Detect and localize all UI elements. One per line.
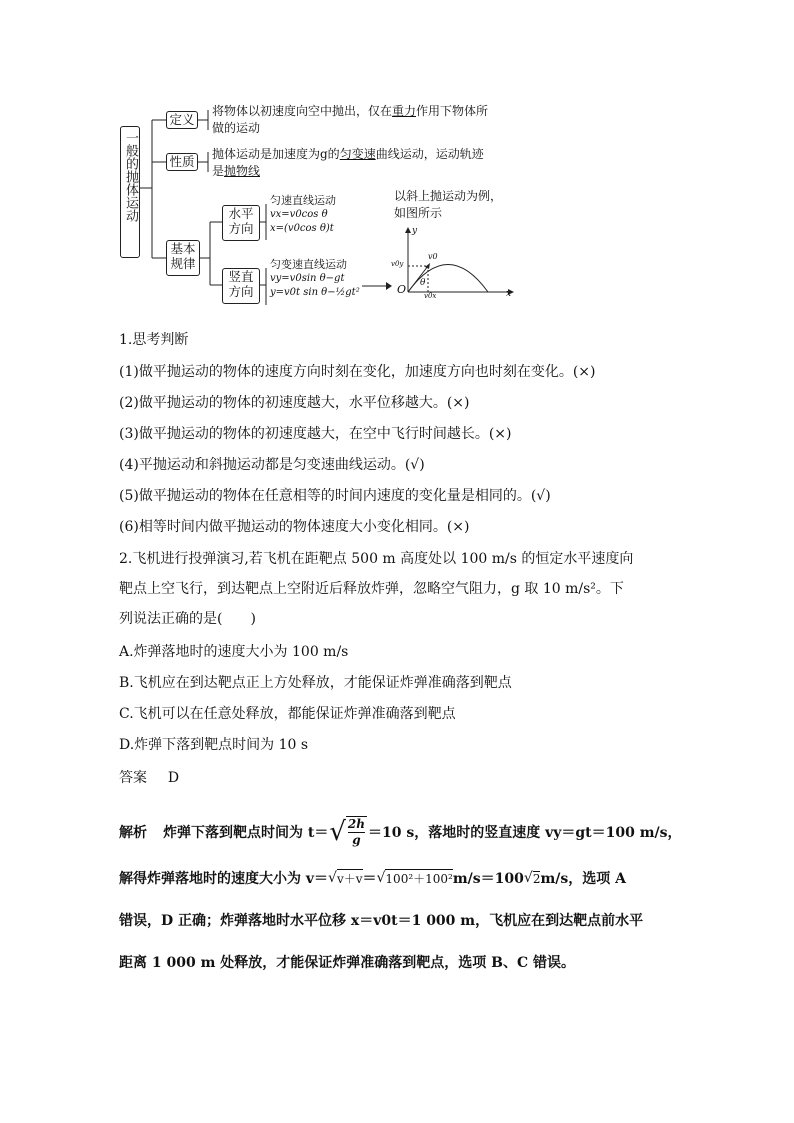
list-item: (4)平抛运动和斜抛运动都是匀变速曲线运动。(√) [119, 457, 425, 473]
analysis-line-3: 错误，D 正确；炸弹落地时水平位移 x＝v0t＝1 000 m，飞机应在到达靶点前水平 [119, 913, 644, 929]
list-item: (5)做平抛运动的物体在任意相等的时间内速度的变化量是相同的。(√) [119, 488, 551, 504]
mindmap-root-text: 一般的抛体运动 [123, 131, 138, 222]
definition-box [166, 111, 198, 129]
option-d: D.炸弹下落到靶点时间为 10 s [119, 737, 309, 753]
figure-note: 以斜上抛运动为例， 如图所示 [394, 189, 503, 220]
fig-label-v0: v0 [428, 252, 438, 261]
list-item: (6)相等时间内做平抛运动的物体速度大小变化相同。(×) [119, 519, 470, 535]
fig-label-y: y [412, 226, 418, 236]
fig-label-theta: θ [420, 278, 426, 288]
fig-label-origin: O [397, 283, 407, 296]
vertical-box: 竖直 方向 [222, 268, 260, 304]
answer-label: 答案 [119, 770, 147, 786]
analysis-line-4: 距离 1 000 m 处释放，才能保证炸弹准确落到靶点，选项 B、C 错误。 [119, 955, 575, 971]
fig-label-x: x [506, 289, 512, 299]
answer-value: D [167, 770, 180, 786]
list-item: (2)做平抛运动的物体的初速度越大，水平位移越大。(×) [119, 395, 470, 411]
laws-box: 基本 规律 [166, 240, 200, 276]
list-item: (1)做平抛运动的物体的速度方向时刻在变化，加速度方向也时刻在变化。(×) [119, 364, 596, 380]
vertical-formulas: 匀变速直线运动 vy=v0sin θ−gt y=v0t sin θ−½gt² [270, 258, 360, 298]
sqrt-fraction: √ 2h g [329, 817, 365, 847]
projectile-figure [388, 225, 518, 305]
q1-title: 1.思考判断 [119, 332, 189, 348]
nature-text: 抛体运动是加速度为g的匀变速曲线运动，运动轨迹 是抛物线 [212, 147, 484, 178]
q1-list [119, 362, 595, 548]
nature-box [166, 153, 198, 171]
horizontal-formulas: 匀速直线运动 vx=v0cos θ x=(v0cos θ)t [270, 194, 336, 234]
fig-label-v0x: v0x [424, 292, 437, 300]
fig-label-v0y: v0y [391, 260, 404, 268]
option-a: A.炸弹落地时的速度大小为 100 m/s [119, 644, 349, 660]
option-c: C.飞机可以在任意处释放，都能保证炸弹准确落到靶点 [119, 706, 456, 722]
analysis-label: 解析 [119, 825, 147, 841]
nature-label: 性质 [169, 154, 195, 169]
analysis-line-1: 解析 炸弹下落到靶点时间为 t＝ √ 2h g ＝10 s，落地时的竖直速度 vy＝gt＝100 m/s， [119, 817, 682, 847]
definition-label: 定义 [169, 112, 195, 127]
q2-options [119, 642, 512, 766]
analysis-line-2: 解得炸弹落地时的速度大小为 v＝ √ v＋v ＝ √ 100²＋100² m/s＝100 √ 2 m/s，选项 A [119, 870, 627, 887]
answer [119, 768, 179, 788]
definition-text: 将物体以初速度向空中抛出，仅在重力作用下物体所 做的运动 [212, 104, 489, 135]
q2-stem: 2.飞机进行投弹演习,若飞机在距靶点 500 m 高度处以 100 m/s 的恒定水平速度向 靶点上空飞行，到达靶点上空附近后释放炸弹，忽略空气阻力，g 取 10 m/s²。下 列说法正确的是( ) [119, 551, 634, 627]
list-item: (3)做平抛运动的物体的初速度越大，在空中飞行时间越长。(×) [119, 426, 512, 442]
option-b: B.飞机应在到达靶点正上方处释放，才能保证炸弹准确落到靶点 [119, 675, 512, 691]
mindmap-root [120, 126, 140, 258]
horizontal-box: 水平 方向 [222, 205, 260, 241]
